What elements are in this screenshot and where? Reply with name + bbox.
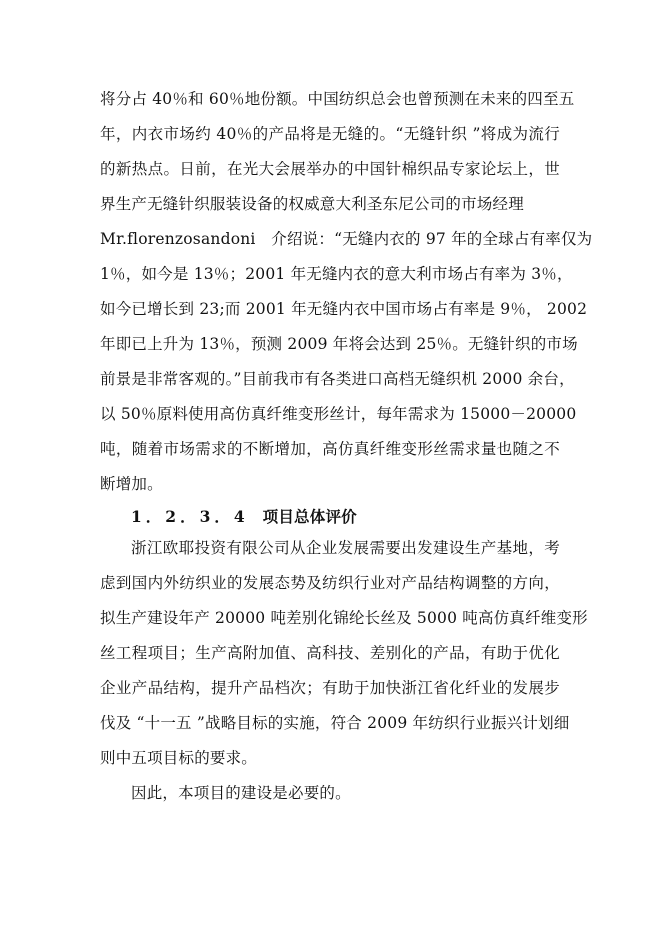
paragraph-1-line: Mr.florenzosandoni 介绍说：“无缝内衣的 97 年的全球占有率仅为	[100, 230, 593, 248]
paragraph-1-line: 断增加。	[100, 475, 163, 493]
paragraph-3-line: 因此，本项目的建设是必要的。	[131, 784, 351, 802]
paragraph-1-line: 的新热点。日前，在光大会展举办的中国针棉织品专家论坛上，世	[100, 160, 560, 178]
paragraph-2-line: 丝工程项目；生产高附加值、高科技、差别化的产品，有助于优化	[100, 644, 560, 662]
paragraph-1-line: 年即已上升为 13％，预测 2009 年将会达到 25％。无缝针织的市场	[100, 335, 578, 353]
paragraph-1-line: 前景是非常客观的。”目前我市有各类进口高档无缝织机 2000 余台，	[100, 370, 575, 388]
paragraph-1-line: 以 50％原料使用高仿真纤维变形丝计，每年需求为 15000－20000	[100, 405, 577, 423]
paragraph-2-line: 浙江欧耶投资有限公司从企业发展需要出发建设生产基地，考	[131, 539, 560, 557]
paragraph-2-line: 虑到国内外纺织业的发展态势及纺织行业对产品结构调整的方向，	[100, 574, 560, 592]
paragraph-1-line: 如今已增长到 23;而 2001 年无缝内衣中国市场占有率是 9％， 2002	[100, 300, 588, 318]
section-title: 项目总体评价	[262, 507, 357, 526]
section-heading	[131, 507, 431, 527]
paragraph-2-line: 企业产品结构，提升产品档次；有助于加快浙江省化纤业的发展步	[100, 679, 560, 697]
paragraph-1-line: 年，内衣市场约 40％的产品将是无缝的。“无缝针织 ”将成为流行	[100, 125, 560, 143]
paragraph-1-line: 1％，如今是 13％；2001 年无缝内衣的意大利市场占有率为 3％，	[100, 265, 573, 283]
paragraph-2-line: 拟生产建设年产 20000 吨差别化锦纶长丝及 5000 吨高仿真纤维变形	[100, 609, 588, 627]
paragraph-2-line: 伐及 “十一五 ”战略目标的实施，符合 2009 年纺织行业振兴计划细	[100, 714, 570, 732]
section-number: 1．2．3．4	[131, 507, 249, 526]
paragraph-1-line: 将分占 40％和 60％地份额。中国纺织总会也曾预测在未来的四至五	[100, 90, 575, 108]
paragraph-2-line: 则中五项目标的要求。	[100, 749, 258, 767]
paragraph-1-line: 界生产无缝针织服装设备的权威意大利圣东尼公司的市场经理	[100, 195, 524, 213]
paragraph-1-line: 吨，随着市场需求的不断增加，高仿真纤维变形丝需求量也随之不	[100, 440, 560, 458]
